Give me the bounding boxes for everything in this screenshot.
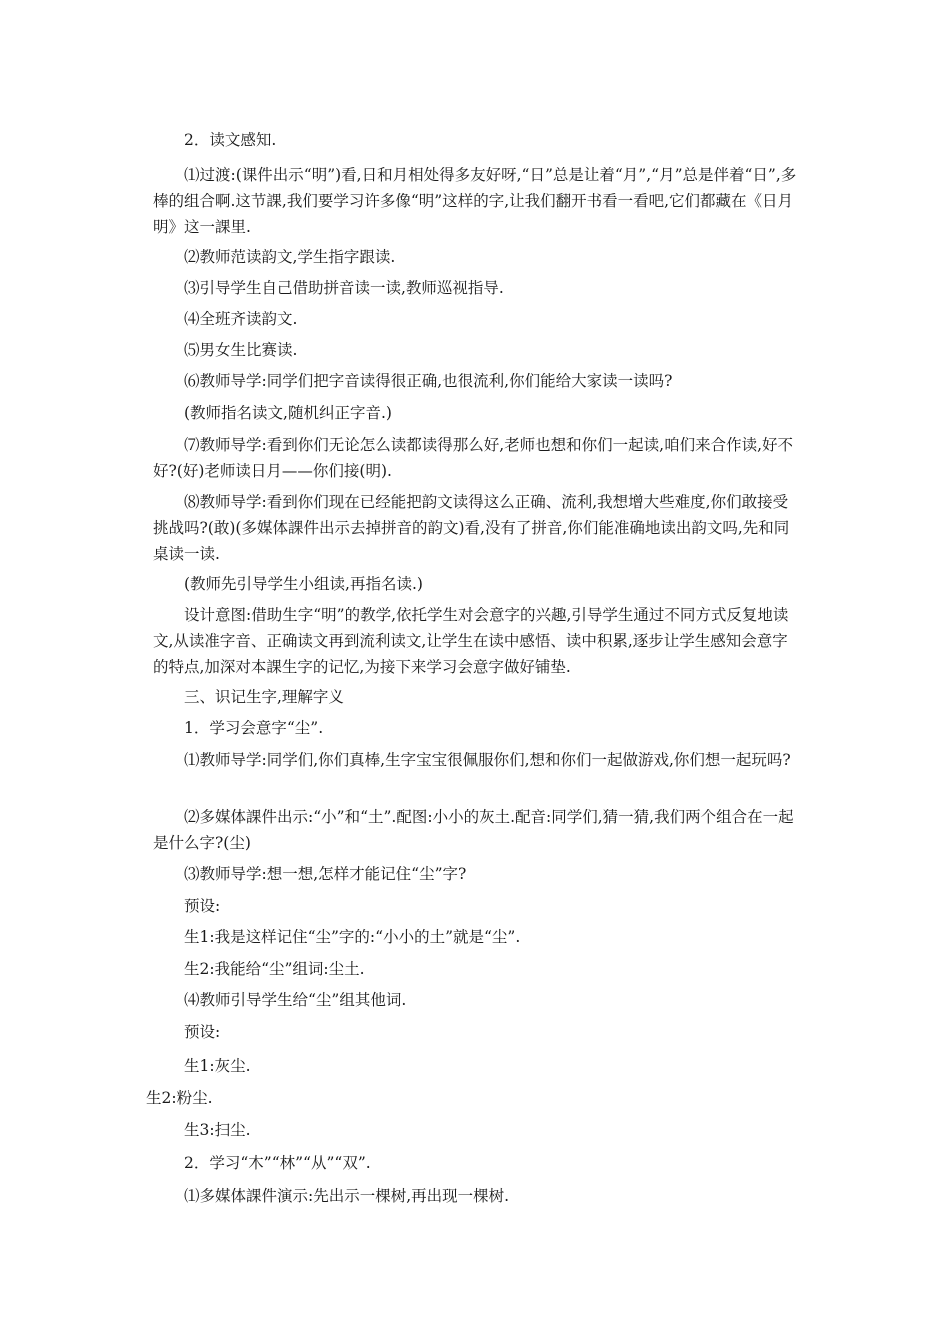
paragraph-trees-1: ⑴多媒体課件演示:先出示一棵树,再出现一棵树. (184, 1187, 510, 1205)
paragraph-student-3b: 生3:扫尘. (184, 1121, 251, 1139)
section-heading-reading: 2．读文感知. (184, 131, 277, 149)
paragraph-note-1: (教师指名读文,随机纠正字音.) (184, 404, 392, 422)
paragraph-student-2b: 生2:粉尘. (146, 1089, 213, 1107)
paragraph-preset-2: 预设: (184, 1023, 221, 1041)
paragraph-chen-3: ⑶教师导学:想一想,怎样才能记住“尘”字? (184, 865, 467, 883)
paragraph-step-8: ⑻教师导学:看到你们现在已经能把韵文读得这么正确、流利,我想增大些难度,你们敢接受挑战吗?(敢)(多媒体課件出示去掉拼音的韵文)看,没有了拼音,你们能准确地读出韵文吗,先和同桌读一读. (153, 493, 790, 563)
subsection-heading-chen: 1．学习会意字“尘”. (184, 719, 324, 737)
paragraph-student-1a: 生1:我是这样记住“尘”字的:“小小的土”就是“尘”. (184, 928, 521, 946)
paragraph-preset-1: 预设: (184, 897, 221, 915)
paragraph-step-7: ⑺教师导学:看到你们无论怎么读都读得那么好,老师也想和你们一起读,咱们来合作读,好不好?(好)老师读日月——你们接(明). (153, 436, 794, 480)
paragraph-note-2: (教师先引导学生小组读,再指名读.) (184, 575, 423, 593)
paragraph-step-6: ⑹教师导学:同学们把字音读得很正确,也很流利,你们能给大家读一读吗? (184, 372, 673, 390)
paragraph-chen-1: ⑴教师导学:同学们,你们真棒,生字宝宝很佩服你们,想和你们一起做游戏,你们想一起玩吗? (184, 751, 791, 769)
paragraph-chen-4: ⑷教师引导学生给“尘”组其他词. (184, 991, 407, 1009)
paragraph-design-intent: 设计意图:借助生字“明”的教学,依托学生对会意字的兴趣,引导学生通过不同方式反复地读文,从读准字音、正确读文再到流利读文,让学生在读中感悟、读中积累,逐步让学生感知会意字的特点,加深对本課生字的记忆,为接下来学习会意字做好铺垫. (153, 606, 789, 676)
section-heading-characters: 三、识记生字,理解字义 (184, 688, 344, 706)
paragraph-transition: ⑴过渡:(课件出示“明”)看,日和月相处得多友好呀,“日”总是让着“月”,“月”总是伴着“日”,多棒的组合啊.这节課,我们要学习许多像“明”这样的字,让我们翻开书看一看吧,它们都藏在《日月明》这一課里. (153, 166, 797, 236)
subsection-heading-trees: 2．学习“木”“林”“从”“双”. (184, 1154, 371, 1172)
paragraph-student-2a: 生2:我能给“尘”组词:尘土. (184, 960, 365, 978)
paragraph-chen-2: ⑵多媒体課件出示:“小”和“土”.配图:小小的灰土.配音:同学们,猜一猜,我们两个组合在一起是什么字?(尘) (153, 808, 794, 852)
paragraph-step-5: ⑸男女生比赛读. (184, 341, 298, 359)
paragraph-step-3: ⑶引导学生自己借助拼音读一读,教师巡视指导. (184, 279, 504, 297)
paragraph-step-2: ⑵教师范读韵文,学生指字跟读. (184, 248, 396, 266)
paragraph-student-1b: 生1:灰尘. (184, 1057, 251, 1075)
paragraph-step-4: ⑷全班齐读韵文. (184, 310, 298, 328)
